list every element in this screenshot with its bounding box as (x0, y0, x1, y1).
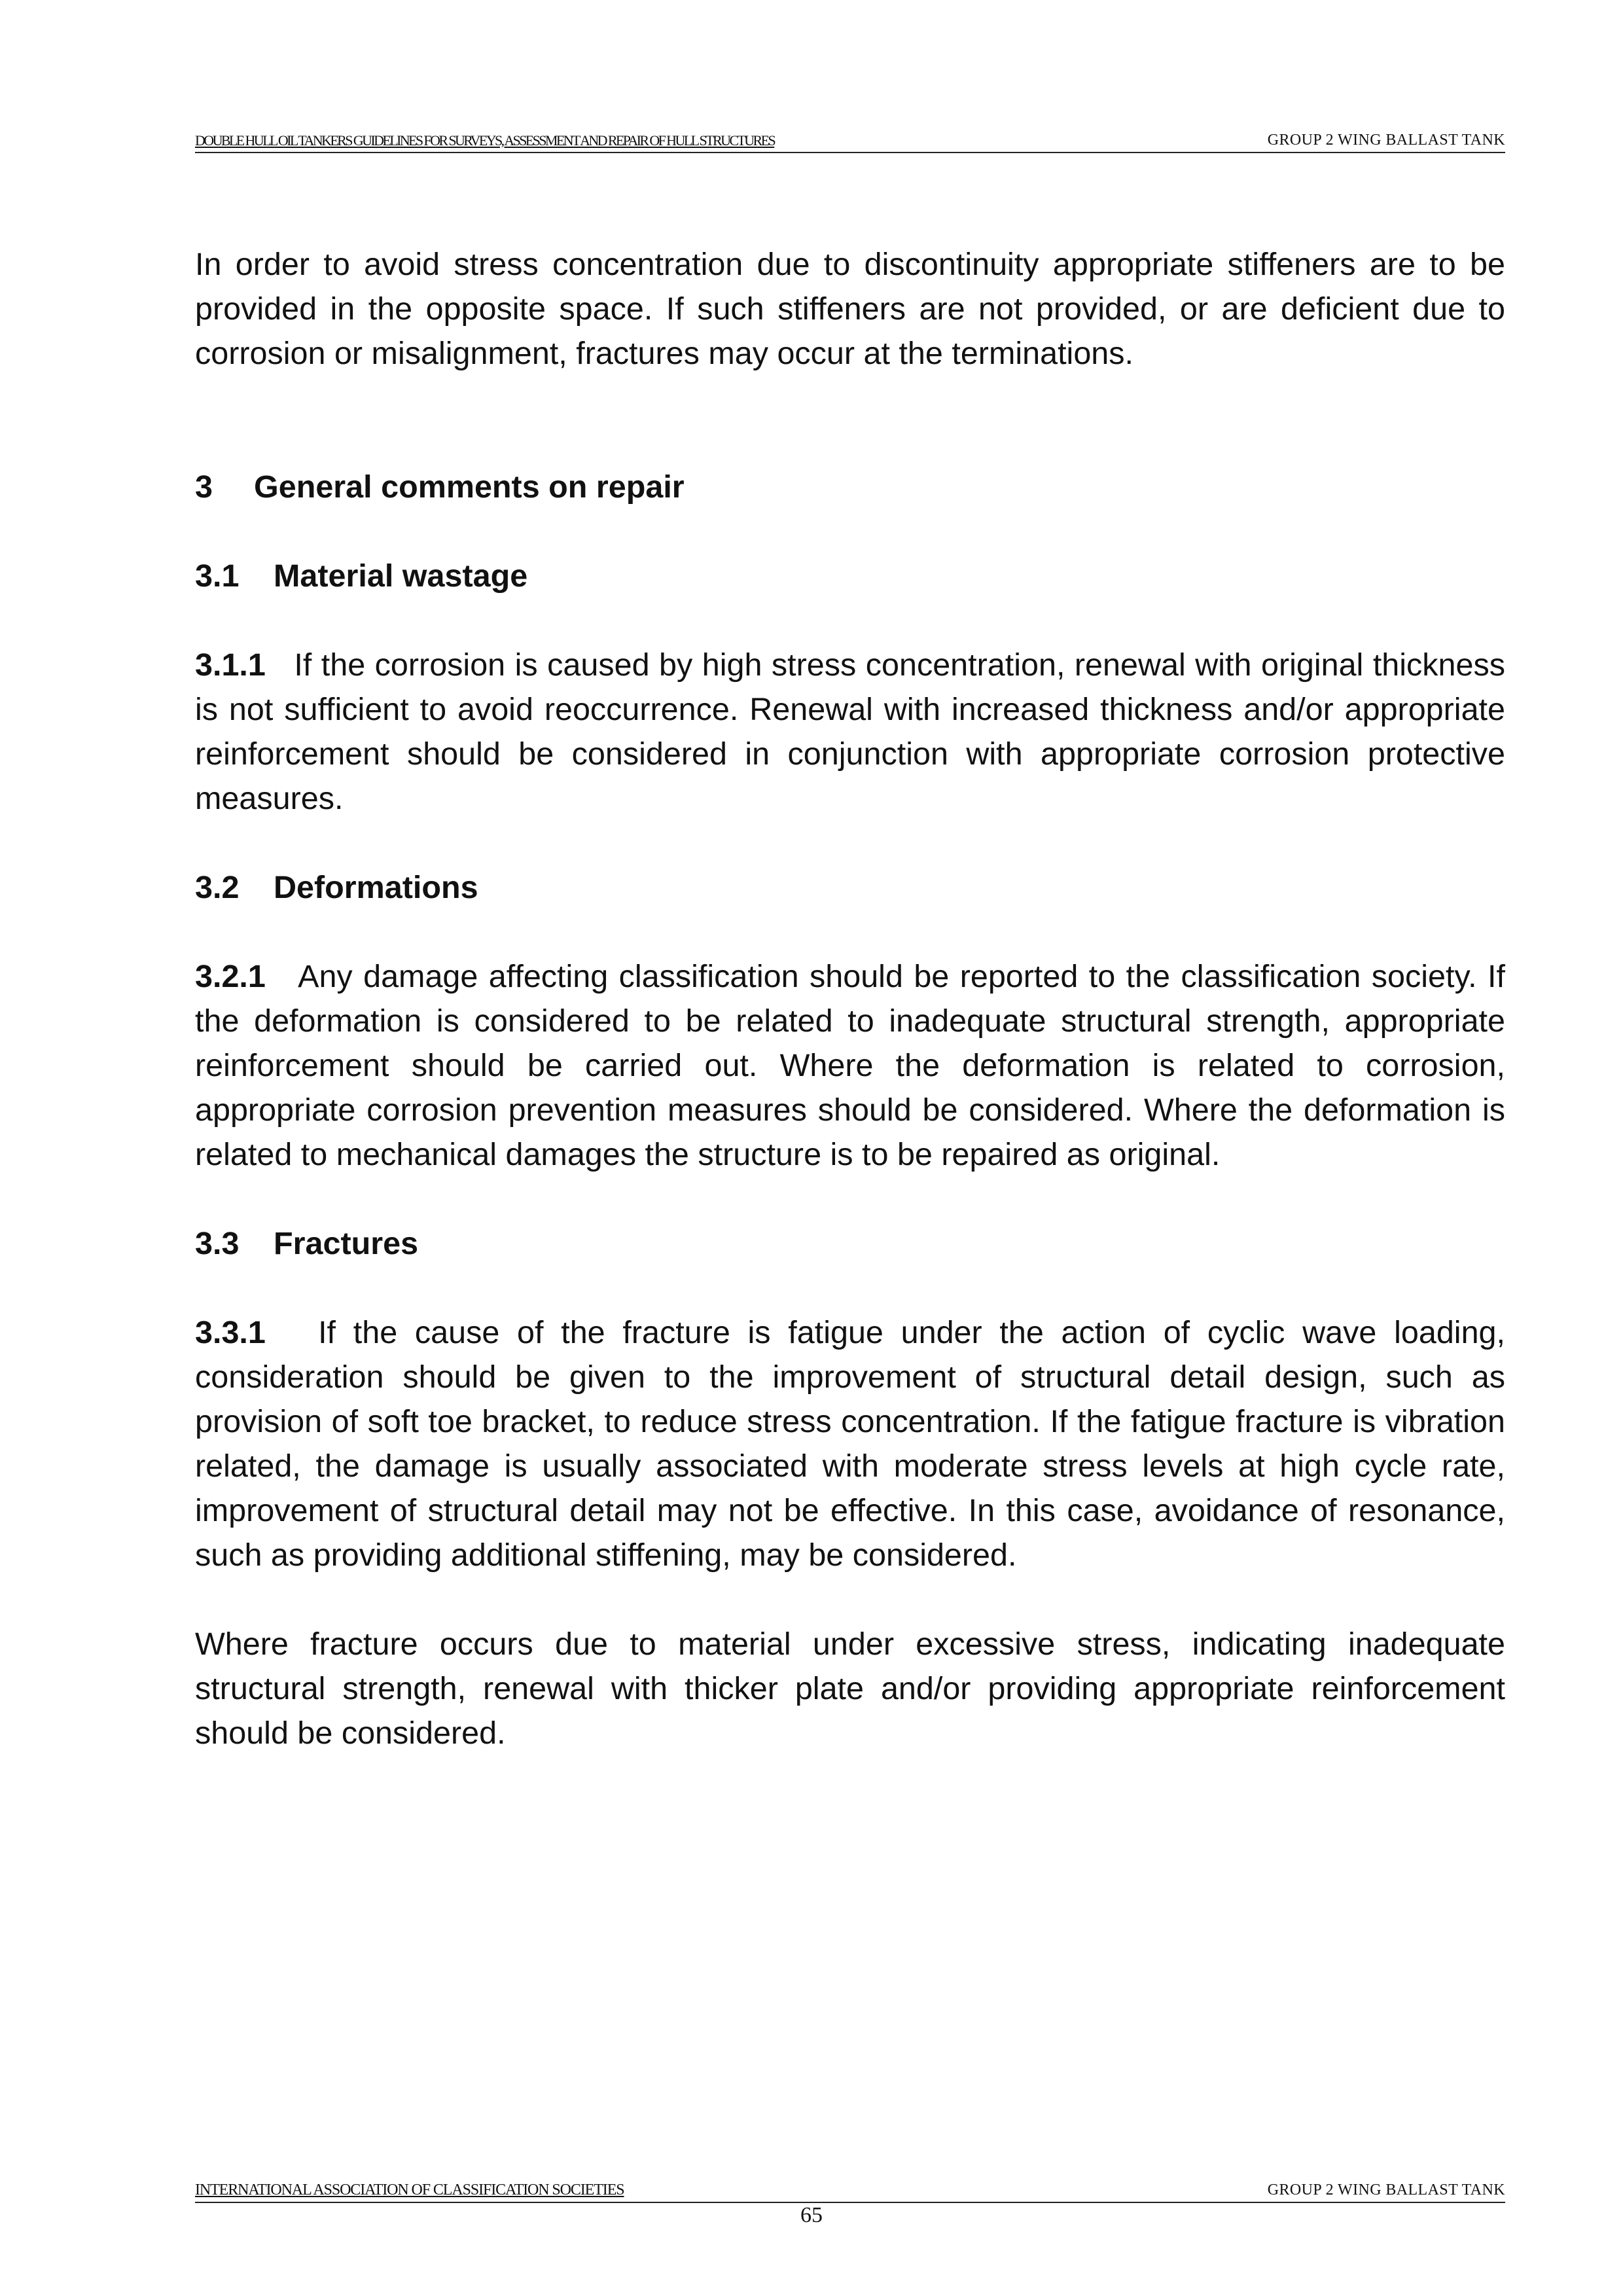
section-3-2-heading (195, 865, 1505, 910)
paragraph-3-1-1 (195, 643, 1505, 821)
paragraph-3-3-1 (195, 1310, 1505, 1577)
section-3-2-number: 3.2 (195, 870, 240, 905)
paragraph-3-1-1-number: 3.1.1 (195, 647, 266, 683)
intro-paragraph: In order to avoid stress concentration due to discontinuity appropriate stiffeners are to be provided in the opposite space. If such stiffeners are not provided, or are deficient due to corrosion or misalignment, fractures may occur at the terminations. (195, 247, 1505, 371)
footer-organization: INTERNATIONAL ASSOCIATION OF CLASSIFICATION SOCIETIES (195, 2181, 624, 2198)
section-3-number: 3 (195, 469, 213, 505)
section-3-3-heading (195, 1221, 1505, 1266)
page-number: 65 (800, 2203, 823, 2227)
section-3-3-number: 3.3 (195, 1226, 240, 1261)
paragraph-3-3-2: Where fracture occurs due to material under excessive stress, indicating inadequate structural strength, renewal with thicker plate and/or providing appropriate reinforcement should be considered. (195, 1626, 1505, 1751)
section-3-heading (195, 465, 1505, 509)
header-section-title: GROUP 2 WING BALLAST TANK (1267, 132, 1505, 149)
section-3-1-heading (195, 554, 1505, 598)
section-3-2-title: Deformations (274, 870, 478, 905)
section-3-1-title: Material wastage (274, 558, 528, 594)
section-3-title: General comments on repair (254, 469, 685, 505)
running-footer (195, 2179, 1505, 2203)
header-document-title: DOUBLE HULL OIL TANKERS GUIDELINES FOR SURVEYS, ASSESSMENT AND REPAIR OF HULL STRUCTURES (195, 132, 775, 149)
section-3-3-title: Fractures (274, 1226, 419, 1261)
paragraph-3-1-1-text: If the corrosion is caused by high stress concentration, renewal with original thickness is not sufficient to avoid reoccurrence. Renewal with increased thickness and/or appropriate reinforcement should be considered in conjunction with appropriate corrosion protective measures. (195, 647, 1505, 816)
footer-section-title: GROUP 2 WING BALLAST TANK (1267, 2181, 1505, 2198)
paragraph-3-3-1-text: If the cause of the fracture is fatigue under the action of cyclic wave loading, consideration should be given to the improvement of structural detail design, such as provision of soft toe bracket, to reduce stress concentration. If the fatigue fracture is vibration related, the damage is usually associated with moderate stress levels at high cycle rate, improvement of structural detail may not be effective. In this case, avoidance of resonance, such as providing additional stiffening, may be considered. (195, 1315, 1505, 1573)
running-header (195, 130, 1505, 153)
page-content (195, 242, 1505, 1755)
paragraph-3-2-1-number: 3.2.1 (195, 959, 266, 994)
section-3-1-number: 3.1 (195, 558, 240, 594)
paragraph-3-2-1 (195, 954, 1505, 1177)
paragraph-3-2-1-text: Any damage affecting classification should be reported to the classification society. If the deformation is considered to be related to inadequate structural strength, appropriate reinforcement should be carried out. Where the deformation is related to corrosion, appropriate corrosion prevention measures should be considered. Where the deformation is related to mechanical damages the structure is to be repaired as original. (195, 959, 1505, 1172)
paragraph-3-3-1-number: 3.3.1 (195, 1315, 266, 1350)
